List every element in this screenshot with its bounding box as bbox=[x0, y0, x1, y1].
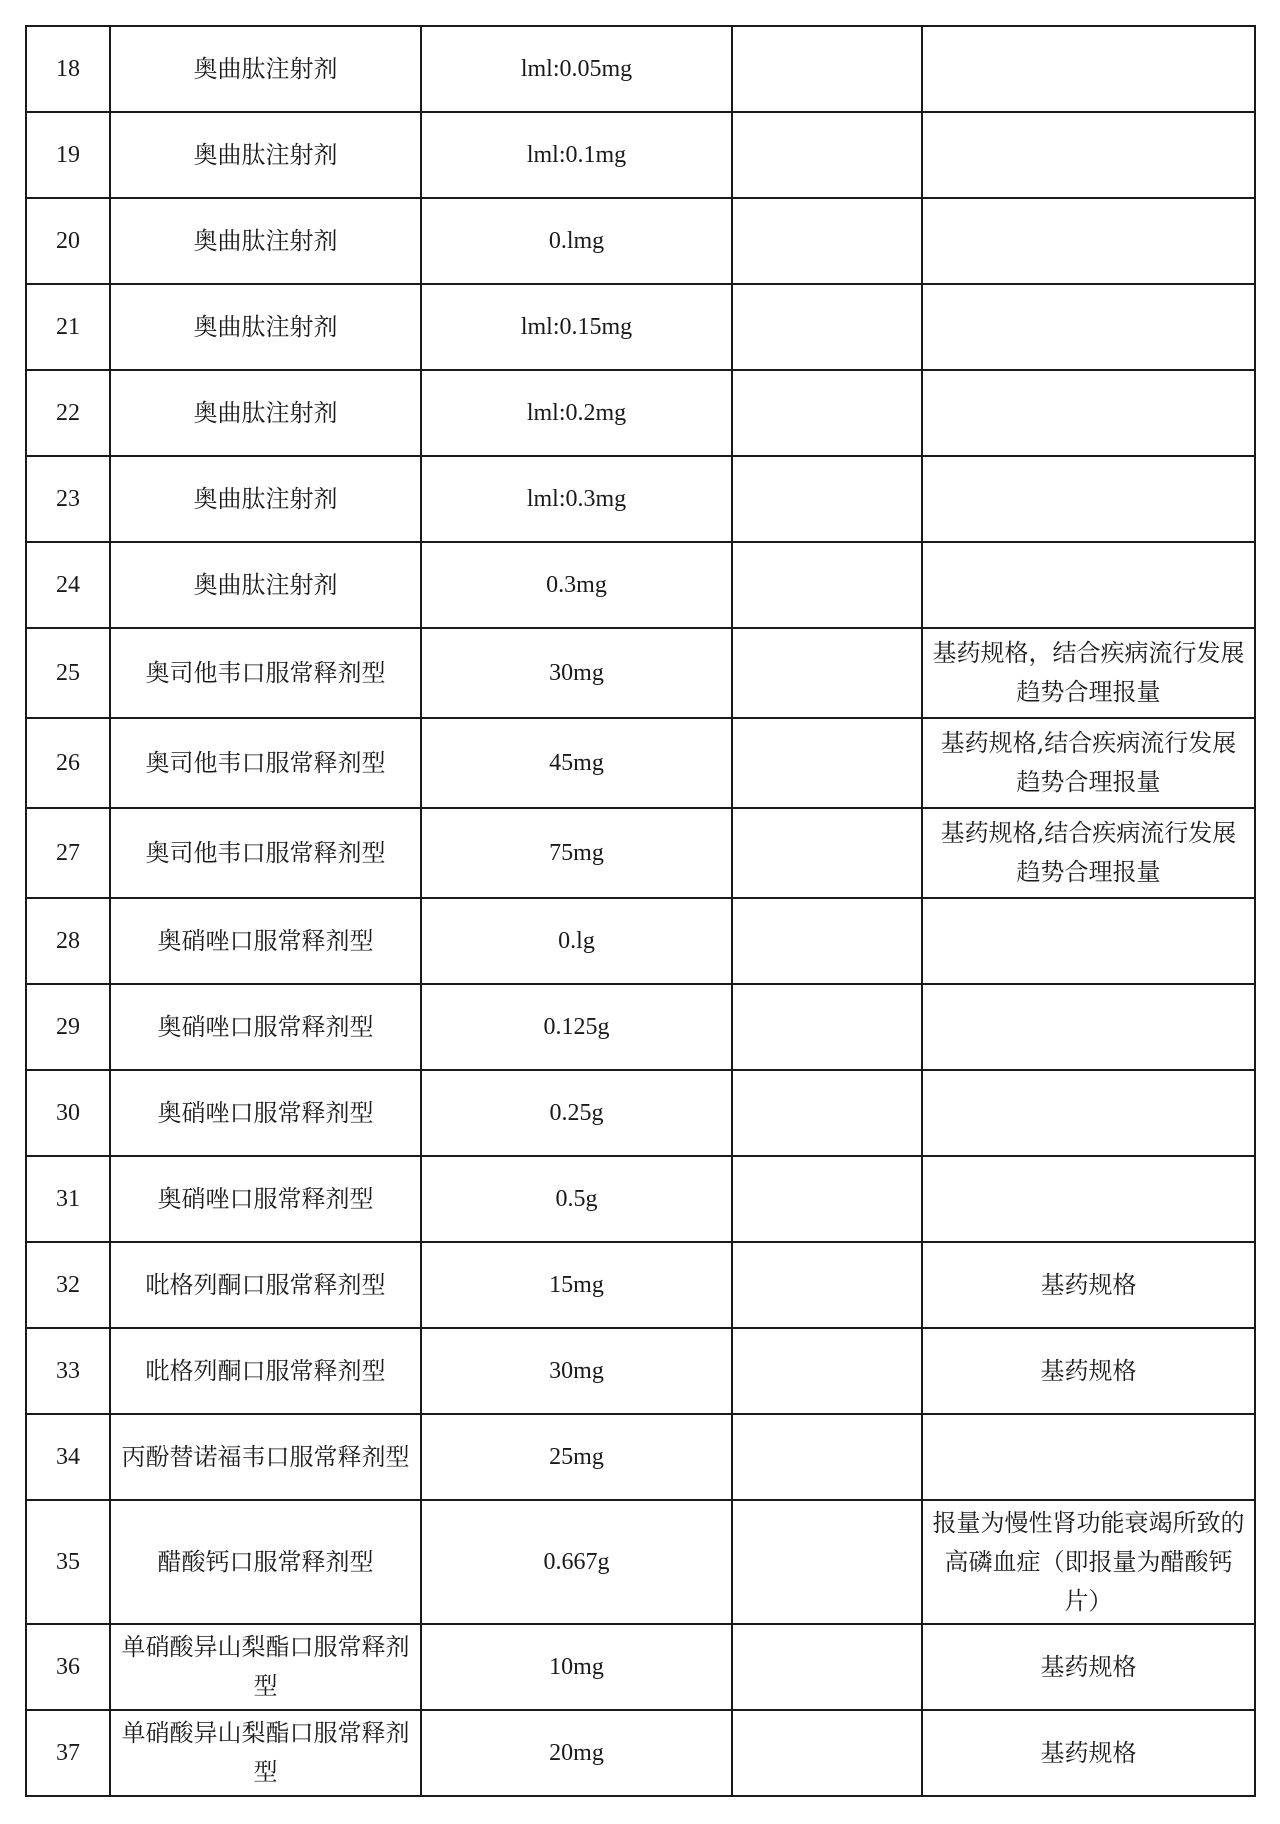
blank-cell bbox=[732, 898, 922, 984]
drug-name-cell: 奥司他韦口服常释剂型 bbox=[110, 808, 421, 898]
table-row bbox=[26, 808, 1255, 898]
drug-name-cell: 奥司他韦口服常释剂型 bbox=[110, 718, 421, 808]
drug-name-cell: 丙酚替诺福韦口服常释剂型 bbox=[110, 1414, 421, 1500]
drug-name-cell: 吡格列酮口服常释剂型 bbox=[110, 1328, 421, 1414]
specification-cell: 75mg bbox=[421, 808, 732, 898]
blank-cell bbox=[732, 1414, 922, 1500]
row-number-cell: 21 bbox=[26, 284, 110, 370]
row-number-cell: 28 bbox=[26, 898, 110, 984]
specification-cell: 0.125g bbox=[421, 984, 732, 1070]
row-number-cell: 31 bbox=[26, 1156, 110, 1242]
blank-cell bbox=[732, 1156, 922, 1242]
specification-cell: 25mg bbox=[421, 1414, 732, 1500]
row-number-cell: 18 bbox=[26, 26, 110, 112]
note-cell bbox=[922, 370, 1255, 456]
drug-name-cell: 奥曲肽注射剂 bbox=[110, 112, 421, 198]
note-cell: 基药规格 bbox=[922, 1710, 1255, 1796]
specification-cell: 15mg bbox=[421, 1242, 732, 1328]
drug-name-cell: 奥司他韦口服常释剂型 bbox=[110, 628, 421, 718]
row-number-cell: 20 bbox=[26, 198, 110, 284]
table-row bbox=[26, 628, 1255, 718]
note-cell: 报量为慢性肾功能衰竭所致的高磷血症（即报量为醋酸钙片） bbox=[922, 1500, 1255, 1624]
row-number-cell: 37 bbox=[26, 1710, 110, 1796]
blank-cell bbox=[732, 984, 922, 1070]
note-cell bbox=[922, 198, 1255, 284]
drug-name-cell: 奥硝唑口服常释剂型 bbox=[110, 1070, 421, 1156]
note-cell: 基药规格,结合疾病流行发展趋势合理报量 bbox=[922, 808, 1255, 898]
blank-cell bbox=[732, 198, 922, 284]
row-number-cell: 27 bbox=[26, 808, 110, 898]
table-row bbox=[26, 1156, 1255, 1242]
note-cell bbox=[922, 456, 1255, 542]
row-number-cell: 34 bbox=[26, 1414, 110, 1500]
row-number-cell: 29 bbox=[26, 984, 110, 1070]
drug-name-cell: 奥曲肽注射剂 bbox=[110, 284, 421, 370]
blank-cell bbox=[732, 112, 922, 198]
table-row bbox=[26, 718, 1255, 808]
blank-cell bbox=[732, 1070, 922, 1156]
row-number-cell: 26 bbox=[26, 718, 110, 808]
table-row bbox=[26, 112, 1255, 198]
specification-cell: 0.25g bbox=[421, 1070, 732, 1156]
table-row bbox=[26, 370, 1255, 456]
table-row bbox=[26, 26, 1255, 112]
note-cell: 基药规格,结合疾病流行发展趋势合理报量 bbox=[922, 718, 1255, 808]
drug-name-cell: 奥硝唑口服常释剂型 bbox=[110, 1156, 421, 1242]
note-cell: 基药规格 bbox=[922, 1242, 1255, 1328]
note-cell bbox=[922, 112, 1255, 198]
blank-cell bbox=[732, 628, 922, 718]
blank-cell bbox=[732, 1710, 922, 1796]
note-cell: 基药规格，结合疾病流行发展趋势合理报量 bbox=[922, 628, 1255, 718]
table-row bbox=[26, 1070, 1255, 1156]
specification-cell: lml:0.2mg bbox=[421, 370, 732, 456]
drug-name-cell: 吡格列酮口服常释剂型 bbox=[110, 1242, 421, 1328]
row-number-cell: 22 bbox=[26, 370, 110, 456]
table-row bbox=[26, 898, 1255, 984]
specification-cell: 0.5g bbox=[421, 1156, 732, 1242]
drug-spec-table bbox=[25, 25, 1256, 1797]
note-cell bbox=[922, 542, 1255, 628]
table-row bbox=[26, 984, 1255, 1070]
row-number-cell: 25 bbox=[26, 628, 110, 718]
specification-cell: lml:0.1mg bbox=[421, 112, 732, 198]
table-row bbox=[26, 542, 1255, 628]
specification-cell: lml:0.05mg bbox=[421, 26, 732, 112]
blank-cell bbox=[732, 1624, 922, 1710]
drug-name-cell: 奥曲肽注射剂 bbox=[110, 26, 421, 112]
specification-cell: 10mg bbox=[421, 1624, 732, 1710]
row-number-cell: 35 bbox=[26, 1500, 110, 1624]
note-cell bbox=[922, 1070, 1255, 1156]
blank-cell bbox=[732, 542, 922, 628]
specification-cell: lml:0.3mg bbox=[421, 456, 732, 542]
drug-name-cell: 奥硝唑口服常释剂型 bbox=[110, 898, 421, 984]
row-number-cell: 33 bbox=[26, 1328, 110, 1414]
blank-cell bbox=[732, 1328, 922, 1414]
drug-name-cell: 醋酸钙口服常释剂型 bbox=[110, 1500, 421, 1624]
table-body bbox=[26, 26, 1255, 1796]
blank-cell bbox=[732, 26, 922, 112]
table-row bbox=[26, 1242, 1255, 1328]
table-row bbox=[26, 284, 1255, 370]
note-cell bbox=[922, 1156, 1255, 1242]
specification-cell: 0.667g bbox=[421, 1500, 732, 1624]
note-cell bbox=[922, 984, 1255, 1070]
table-row bbox=[26, 198, 1255, 284]
drug-name-cell: 奥曲肽注射剂 bbox=[110, 456, 421, 542]
table-row bbox=[26, 1710, 1255, 1796]
row-number-cell: 30 bbox=[26, 1070, 110, 1156]
row-number-cell: 32 bbox=[26, 1242, 110, 1328]
blank-cell bbox=[732, 370, 922, 456]
drug-name-cell: 奥硝唑口服常释剂型 bbox=[110, 984, 421, 1070]
drug-spec-table-page bbox=[25, 25, 1254, 1797]
note-cell: 基药规格 bbox=[922, 1328, 1255, 1414]
row-number-cell: 23 bbox=[26, 456, 110, 542]
blank-cell bbox=[732, 1242, 922, 1328]
table-row bbox=[26, 456, 1255, 542]
note-cell bbox=[922, 26, 1255, 112]
note-cell: 基药规格 bbox=[922, 1624, 1255, 1710]
row-number-cell: 19 bbox=[26, 112, 110, 198]
blank-cell bbox=[732, 1500, 922, 1624]
specification-cell: 30mg bbox=[421, 628, 732, 718]
table-row bbox=[26, 1500, 1255, 1624]
table-row bbox=[26, 1624, 1255, 1710]
row-number-cell: 36 bbox=[26, 1624, 110, 1710]
drug-name-cell: 单硝酸异山梨酯口服常释剂型 bbox=[110, 1624, 421, 1710]
blank-cell bbox=[732, 284, 922, 370]
specification-cell: 30mg bbox=[421, 1328, 732, 1414]
drug-name-cell: 奥曲肽注射剂 bbox=[110, 370, 421, 456]
drug-name-cell: 奥曲肽注射剂 bbox=[110, 542, 421, 628]
table-row bbox=[26, 1414, 1255, 1500]
specification-cell: 0.3mg bbox=[421, 542, 732, 628]
blank-cell bbox=[732, 456, 922, 542]
specification-cell: 45mg bbox=[421, 718, 732, 808]
note-cell bbox=[922, 1414, 1255, 1500]
specification-cell: 0.lg bbox=[421, 898, 732, 984]
table-row bbox=[26, 1328, 1255, 1414]
drug-name-cell: 单硝酸异山梨酯口服常释剂型 bbox=[110, 1710, 421, 1796]
row-number-cell: 24 bbox=[26, 542, 110, 628]
note-cell bbox=[922, 898, 1255, 984]
blank-cell bbox=[732, 808, 922, 898]
blank-cell bbox=[732, 718, 922, 808]
drug-name-cell: 奥曲肽注射剂 bbox=[110, 198, 421, 284]
note-cell bbox=[922, 284, 1255, 370]
specification-cell: lml:0.15mg bbox=[421, 284, 732, 370]
specification-cell: 20mg bbox=[421, 1710, 732, 1796]
specification-cell: 0.lmg bbox=[421, 198, 732, 284]
